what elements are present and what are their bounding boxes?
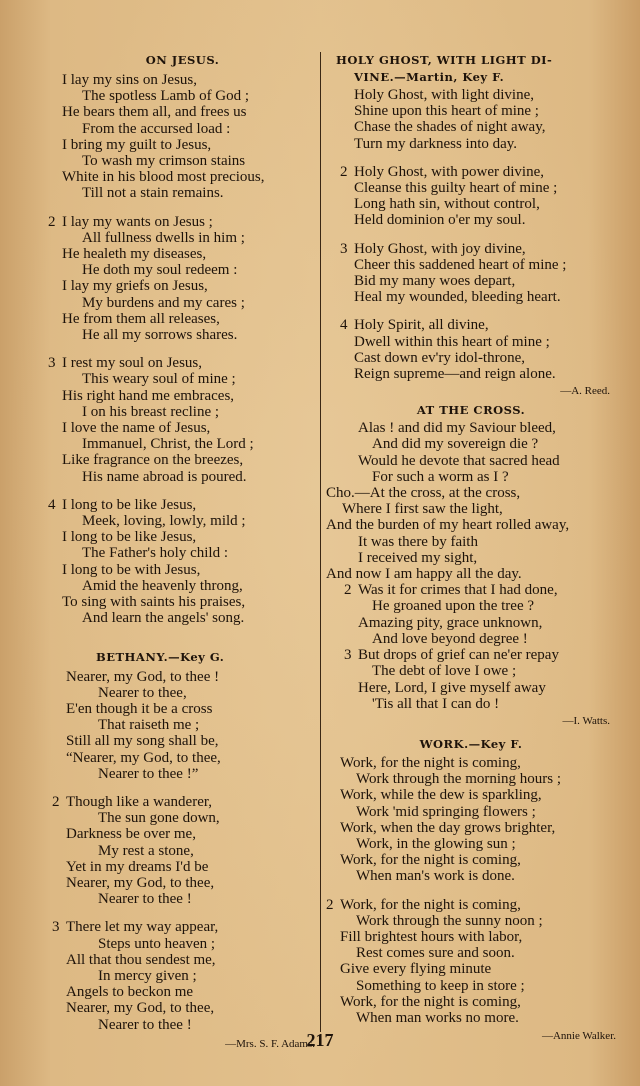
verse-text: To sing with saints his praises, [62,594,246,611]
column-divider [320,52,321,1032]
verse-line [50,121,315,137]
verse-text: My burdens and my cares ; [82,294,245,311]
hymn-attribution: —A. Reed. [560,385,610,398]
verse-text: Work, for the night is coming, [340,754,521,771]
hymn-lines [50,72,315,627]
verse-line [50,72,315,88]
verse-line [50,578,315,594]
verse-line [50,810,315,826]
verse-line [50,717,315,733]
verse-text: And learn the angels' song. [82,610,245,627]
verse-text: Nearer, my God, to thee, [66,874,215,891]
verse-text: All fullness dwells in him ; [82,229,245,246]
verse-line [326,945,616,961]
hymn-bethany [50,649,315,1051]
verse-line [326,350,616,366]
verse-text: Work through the sunny noon ; [356,912,543,929]
verse-text: The Father's holy child : [82,545,229,562]
verse-text: It was there by faith [358,533,478,550]
verse-text: The sun gone down, [98,810,220,827]
verse-line [50,169,315,185]
verse-text: I long to be like Jesus, [62,529,197,546]
verse-line [326,550,616,566]
verse-line [50,562,315,578]
verse-line [326,787,616,803]
verse-line [50,685,315,701]
stanza-number: 2 [326,896,334,913]
verse-text: Steps unto heaven ; [98,935,216,952]
verse-text: Holy Ghost, with power divine, [354,163,544,180]
page-number: 217 [306,1030,334,1050]
stanza-number: 2 [344,582,352,599]
hymn-holy-ghost [326,52,616,398]
hymn-title-line: HOLY GHOST, WITH LIGHT DI- [336,53,553,67]
verse-line [326,103,616,119]
verse-text: Nearer to thee ! [98,891,192,908]
stanza-number: 2 [52,793,60,810]
verse-text: To wash my crimson stains [82,153,246,170]
verse-line [50,355,315,371]
verse-line [50,469,315,485]
verse-text: Till not a stain remains. [82,185,224,202]
verse-line [50,594,315,610]
stanza-number: 3 [52,919,60,936]
verse-text: Reign supreme—and reign alone. [354,366,556,383]
verse-line [50,529,315,545]
hymn-attribution: —I. Watts. [562,714,610,727]
verse-text: Amid the heavenly throng, [82,577,243,594]
verse-line [50,246,315,262]
stanza-number: 3 [48,355,56,372]
verse-text: Dwell within this heart of mine ; [354,333,550,350]
left-column [50,52,315,1051]
stanza-gap [326,229,616,241]
verse-line [326,334,616,350]
verse-text: “Nearer, my God, to thee, [66,749,221,766]
hymn-lines [50,669,315,1033]
verse-line [50,404,315,420]
verse-line [326,517,616,533]
verse-text: And love beyond degree ! [372,630,528,647]
verse-line [50,1000,315,1016]
verse-line [326,164,616,180]
hymn-lines [326,420,616,712]
verse-line [50,984,315,1000]
stanza-number: 4 [48,496,56,513]
verse-text: My rest a stone, [98,842,194,859]
verse-text: I love the name of Jesus, [62,420,211,437]
verse-text: When man's work is done. [356,868,515,885]
verse-line [326,582,616,598]
verse-line [50,545,315,561]
verse-text: And now I am happy all the day. [326,566,522,583]
verse-text: Amazing pity, grace unknown, [358,614,543,631]
hymn-title: ON JESUS. [145,53,220,67]
verse-line [50,843,315,859]
verse-text: Meek, loving, lowly, mild ; [82,513,246,530]
verse-text: Here, Lord, I give myself away [358,679,546,696]
verse-line [326,598,616,614]
verse-line [326,566,616,582]
verse-text: Nearer to thee ! [98,1016,192,1033]
verse-text: The debt of love I owe ; [372,663,517,680]
verse-line [326,420,616,436]
verse-text: Work, when the day grows brighter, [340,819,556,836]
hymn-at-the-cross [326,402,616,728]
verse-line [326,273,616,289]
verse-line [50,420,315,436]
verse-line [50,214,315,230]
verse-line [50,919,315,935]
verse-line [50,513,315,529]
verse-line [50,388,315,404]
verse-line [50,327,315,343]
verse-line [50,104,315,120]
verse-text: Work through the morning hours ; [356,771,562,788]
verse-text: Cast down ev'ry idol-throne, [354,349,526,366]
verse-text: That raiseth me ; [98,717,200,734]
verse-line [326,631,616,647]
stanza-gap [326,152,616,164]
verse-line [326,436,616,452]
stanza-number: 3 [340,240,348,257]
verse-text: He all my sorrows shares. [82,327,238,344]
verse-text: Work, for the night is coming, [340,896,521,913]
verse-line [50,278,315,294]
verse-text: Work, in the glowing sun ; [356,835,516,852]
verse-line [326,852,616,868]
verse-line [50,794,315,810]
verse-line [50,295,315,311]
verse-line [326,994,616,1010]
verse-text: His right hand me embraces, [62,387,235,404]
hymn-lines [326,87,616,382]
verse-line [326,317,616,333]
verse-text: Work, for the night is coming, [340,993,521,1010]
verse-line [326,978,616,994]
verse-line [326,469,616,485]
verse-line [326,820,616,836]
verse-text: Immanuel, Christ, the Lord ; [82,436,254,453]
verse-line [50,452,315,468]
verse-text: Would he devote that sacred head [358,452,560,469]
verse-line [326,119,616,135]
verse-text: Long hath sin, without control, [354,196,540,213]
verse-text: Turn my darkness into day. [354,135,518,152]
verse-line [326,180,616,196]
verse-text: This weary soul of mine ; [82,371,236,388]
verse-text: For such a worm as I ? [372,468,509,485]
stanza-gap [50,782,315,794]
verse-text: Was it for crimes that I had done, [358,582,558,599]
verse-line [50,371,315,387]
hymn-on-jesus [50,52,315,627]
verse-text: In mercy given ; [98,967,197,984]
verse-text: He healeth my diseases, [62,246,207,263]
verse-line [50,610,315,626]
verse-line [50,153,315,169]
verse-line [326,289,616,305]
verse-line [50,875,315,891]
verse-line [50,185,315,201]
verse-text: He bears them all, and frees us [62,104,247,121]
verse-text: Nearer to thee, [98,684,187,701]
hymn-title: AT THE CROSS. [416,403,526,418]
verse-text: He from them all releases, [62,310,220,327]
verse-text: He doth my soul redeem : [82,262,238,279]
verse-line [326,87,616,103]
verse-text: But drops of grief can ne'er repay [358,647,559,664]
hymn-title: BETHANY.—Key G. [96,649,225,664]
verse-text: White in his blood most precious, [62,169,265,186]
hymn-title: WORK.—Key F. [419,736,523,751]
stanza-number: 2 [340,163,348,180]
verse-line [326,663,616,679]
verse-line [326,647,616,663]
verse-text: Nearer to thee !” [98,765,199,782]
verse-line [326,534,616,550]
verse-text: Bid my many woes depart, [354,273,516,290]
verse-line [326,241,616,257]
verse-text: From the accursed load : [82,120,231,137]
verse-line [326,913,616,929]
hymn-attribution: —Mrs. S. F. Adams. [225,1037,315,1050]
stanza-number: 4 [340,317,348,334]
verse-text: Something to keep in store ; [356,977,525,994]
verse-text: Fill brightest hours with labor, [340,928,523,945]
verse-line [50,936,315,952]
verse-line [50,436,315,452]
verse-line [326,755,616,771]
verse-line [50,952,315,968]
verse-line [50,311,315,327]
verse-line [50,497,315,513]
verse-text: I lay my sins on Jesus, [62,72,197,88]
verse-text: Where I first saw the light, [342,501,503,518]
verse-line [50,701,315,717]
verse-line [50,826,315,842]
verse-text: Cheer this saddened heart of mine ; [354,256,567,273]
verse-text: Work 'mid springing flowers ; [356,803,536,820]
verse-line [326,485,616,501]
verse-text: Work, for the night is coming, [340,852,521,869]
verse-text: Holy Ghost, with joy divine, [354,240,526,257]
verse-line [326,257,616,273]
verse-text: Like fragrance on the breezes, [62,452,244,469]
stanza-number: 3 [344,647,352,664]
verse-text: Chase the shades of night away, [354,119,546,136]
verse-line [326,804,616,820]
verse-line [50,733,315,749]
verse-line [50,750,315,766]
stanza-gap [50,907,315,919]
verse-line [50,88,315,104]
verse-line [50,669,315,685]
stanza-gap [50,202,315,214]
right-column [326,52,616,1043]
verse-text: E'en though it be a cross [66,700,213,717]
verse-text: Yet in my dreams I'd be [66,858,209,875]
verse-text: I bring my guilt to Jesus, [62,136,212,153]
verse-line [326,1010,616,1026]
stanza-number: 2 [48,213,56,230]
verse-line [326,771,616,787]
chorus-line: Cho.—At the cross, at the cross, [326,485,521,502]
verse-text: Holy Spirit, all divine, [354,317,489,334]
verse-text: Work, while the dew is sparkling, [340,787,542,804]
verse-text: Angels to beckon me [66,984,194,1001]
verse-text: Nearer, my God, to thee ! [66,668,220,685]
verse-text: I lay my griefs on Jesus, [62,278,208,295]
verse-text: I received my sight, [358,549,478,566]
verse-text: Cleanse this guilty heart of mine ; [354,180,558,197]
verse-line [326,696,616,712]
verse-text: Alas ! and did my Saviour bleed, [358,420,556,437]
verse-line [50,230,315,246]
hymn-title-line: VINE.—Martin, Key F. [354,70,505,84]
verse-text: Give every flying minute [340,961,492,978]
verse-line [326,680,616,696]
stanza-gap [50,343,315,355]
verse-line [50,766,315,782]
verse-text: I on his breast recline ; [82,403,220,420]
verse-text: Rest comes sure and soon. [356,945,515,962]
verse-line [50,262,315,278]
verse-text: I long to be like Jesus, [62,496,197,513]
verse-text: Nearer, my God, to thee, [66,1000,215,1017]
verse-line [326,501,616,517]
verse-line [326,868,616,884]
verse-line [326,196,616,212]
verse-line [326,136,616,152]
verse-text: There let my way appear, [66,919,219,936]
verse-text: And did my sovereign die ? [372,436,539,453]
hymn-attribution: —Annie Walker. [541,1030,616,1043]
verse-line [50,859,315,875]
verse-line [326,615,616,631]
verse-text: Holy Ghost, with light divine, [354,87,534,103]
verse-line [50,968,315,984]
verse-line [326,961,616,977]
verse-text: I rest my soul on Jesus, [62,355,202,372]
verse-line [50,137,315,153]
verse-text: Heal my wounded, bleeding heart. [354,289,561,306]
verse-text: 'Tis all that I can do ! [372,695,500,712]
verse-line [326,453,616,469]
verse-text: I long to be with Jesus, [62,561,201,578]
stanza-gap [326,885,616,897]
verse-line [50,891,315,907]
verse-text: His name abroad is poured. [82,468,247,485]
verse-text: Still all my song shall be, [66,733,219,750]
verse-line [326,366,616,382]
verse-text: The spotless Lamb of God ; [82,88,250,105]
verse-text: Held dominion o'er my soul. [354,212,526,229]
hymn-work [326,736,616,1043]
verse-line [326,212,616,228]
verse-text: Though like a wanderer, [66,793,213,810]
verse-text: When man works no more. [356,1009,519,1026]
verse-text: He groaned upon the tree ? [372,598,535,615]
hymn-lines [326,755,616,1026]
verse-line [326,929,616,945]
stanza-gap [50,485,315,497]
verse-text: Shine upon this heart of mine ; [354,103,539,120]
verse-text: I lay my wants on Jesus ; [62,213,213,230]
verse-text: All that thou sendest me, [66,951,216,968]
verse-line [326,897,616,913]
verse-text: Darkness be over me, [66,826,196,843]
stanza-gap [326,305,616,317]
verse-text: And the burden of my heart rolled away, [326,517,570,534]
verse-line [326,836,616,852]
